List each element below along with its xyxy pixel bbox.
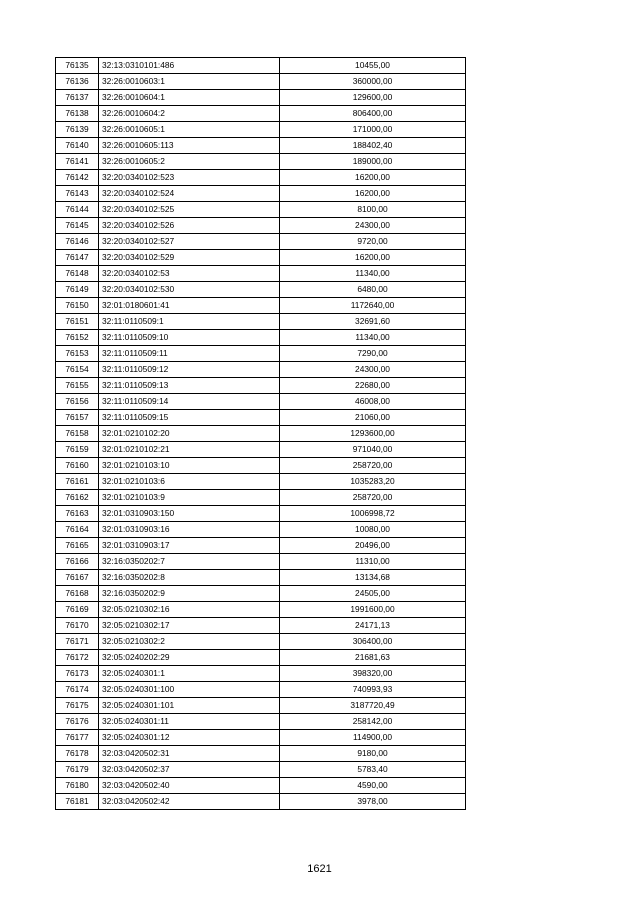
table-row [56,474,466,490]
cadastral-number-cell: 32:01:0210102:20 [99,426,280,442]
value-cell: 32691,60 [280,314,466,330]
row-number-cell: 76162 [56,490,99,506]
value-cell: 5783,40 [280,762,466,778]
cadastral-number-cell: 32:26:0010605:2 [99,154,280,170]
table-row [56,554,466,570]
value-cell: 360000,00 [280,74,466,90]
row-number-cell: 76167 [56,570,99,586]
value-cell: 3978,00 [280,794,466,810]
table-row [56,634,466,650]
row-number-cell: 76144 [56,202,99,218]
row-number-cell: 76170 [56,618,99,634]
table-row [56,394,466,410]
value-cell: 188402,40 [280,138,466,154]
table-row [56,506,466,522]
value-cell: 114900,00 [280,730,466,746]
table-row [56,202,466,218]
row-number-cell: 76173 [56,666,99,682]
table-row [56,794,466,810]
cadastral-number-cell: 32:01:0180601:41 [99,298,280,314]
table-row [56,314,466,330]
cadastral-number-cell: 32:13:0310101:486 [99,58,280,74]
row-number-cell: 76166 [56,554,99,570]
value-cell: 971040,00 [280,442,466,458]
table-row [56,698,466,714]
value-cell: 398320,00 [280,666,466,682]
value-cell: 8100,00 [280,202,466,218]
row-number-cell: 76160 [56,458,99,474]
row-number-cell: 76146 [56,234,99,250]
table-row [56,522,466,538]
table-row [56,234,466,250]
row-number-cell: 76151 [56,314,99,330]
cadastral-number-cell: 32:11:0110509:14 [99,394,280,410]
table-row [56,730,466,746]
table-row [56,106,466,122]
cadastral-number-cell: 32:20:0340102:526 [99,218,280,234]
value-cell: 189000,00 [280,154,466,170]
value-cell: 306400,00 [280,634,466,650]
value-cell: 258142,00 [280,714,466,730]
value-cell: 16200,00 [280,186,466,202]
cadastral-number-cell: 32:26:0010605:113 [99,138,280,154]
cadastral-number-cell: 32:20:0340102:530 [99,282,280,298]
table-row [56,298,466,314]
value-cell: 1035283,20 [280,474,466,490]
table-row [56,90,466,106]
row-number-cell: 76137 [56,90,99,106]
table-row [56,586,466,602]
row-number-cell: 76155 [56,378,99,394]
row-number-cell: 76169 [56,602,99,618]
row-number-cell: 76176 [56,714,99,730]
cadastral-number-cell: 32:05:0210302:16 [99,602,280,618]
cadastral-number-cell: 32:11:0110509:11 [99,346,280,362]
value-cell: 22680,00 [280,378,466,394]
table-row [56,266,466,282]
cadastral-number-cell: 32:26:0010605:1 [99,122,280,138]
table-row [56,250,466,266]
cadastral-number-cell: 32:11:0110509:12 [99,362,280,378]
value-cell: 7290,00 [280,346,466,362]
table-row [56,346,466,362]
cadastral-number-cell: 32:11:0110509:13 [99,378,280,394]
value-cell: 13134,68 [280,570,466,586]
table-row [56,426,466,442]
table-row [56,410,466,426]
value-cell: 11340,00 [280,330,466,346]
row-number-cell: 76164 [56,522,99,538]
cadastral-number-cell: 32:05:0240301:1 [99,666,280,682]
cadastral-number-cell: 32:05:0240301:100 [99,682,280,698]
cadastral-number-cell: 32:26:0010604:2 [99,106,280,122]
table-row [56,218,466,234]
value-cell: 16200,00 [280,170,466,186]
row-number-cell: 76143 [56,186,99,202]
row-number-cell: 76147 [56,250,99,266]
row-number-cell: 76141 [56,154,99,170]
table-row [56,282,466,298]
cadastral-number-cell: 32:01:0310903:150 [99,506,280,522]
value-cell: 46008,00 [280,394,466,410]
table-row [56,362,466,378]
value-cell: 16200,00 [280,250,466,266]
cadastral-number-cell: 32:20:0340102:529 [99,250,280,266]
table-row [56,682,466,698]
value-cell: 24300,00 [280,362,466,378]
table-row [56,186,466,202]
row-number-cell: 76152 [56,330,99,346]
cadastral-number-cell: 32:03:0420502:31 [99,746,280,762]
value-cell: 4590,00 [280,778,466,794]
cadastral-number-cell: 32:20:0340102:527 [99,234,280,250]
table-row [56,746,466,762]
value-cell: 1293600,00 [280,426,466,442]
cadastral-number-cell: 32:03:0420502:40 [99,778,280,794]
page-number: 1621 [307,863,332,875]
cadastral-number-cell: 32:26:0010603:1 [99,74,280,90]
value-cell: 9180,00 [280,746,466,762]
row-number-cell: 76179 [56,762,99,778]
value-cell: 24171,13 [280,618,466,634]
data-table [55,57,466,810]
row-number-cell: 76168 [56,586,99,602]
table-row [56,490,466,506]
row-number-cell: 76175 [56,698,99,714]
value-cell: 740993,93 [280,682,466,698]
cadastral-number-cell: 32:05:0240301:101 [99,698,280,714]
row-number-cell: 76148 [56,266,99,282]
row-number-cell: 76158 [56,426,99,442]
row-number-cell: 76177 [56,730,99,746]
value-cell: 129600,00 [280,90,466,106]
row-number-cell: 76172 [56,650,99,666]
table-row [56,762,466,778]
value-cell: 1991600,00 [280,602,466,618]
cadastral-number-cell: 32:20:0340102:523 [99,170,280,186]
row-number-cell: 76156 [56,394,99,410]
cadastral-number-cell: 32:01:0210102:21 [99,442,280,458]
table-row [56,458,466,474]
row-number-cell: 76174 [56,682,99,698]
row-number-cell: 76140 [56,138,99,154]
row-number-cell: 76181 [56,794,99,810]
table-row [56,618,466,634]
cadastral-number-cell: 32:01:0310903:16 [99,522,280,538]
table-row [56,602,466,618]
row-number-cell: 76142 [56,170,99,186]
row-number-cell: 76145 [56,218,99,234]
value-cell: 3187720,49 [280,698,466,714]
table-row [56,650,466,666]
cadastral-number-cell: 32:11:0110509:1 [99,314,280,330]
value-cell: 11310,00 [280,554,466,570]
value-cell: 24300,00 [280,218,466,234]
cadastral-number-cell: 32:01:0310903:17 [99,538,280,554]
cadastral-number-cell: 32:05:0240301:11 [99,714,280,730]
row-number-cell: 76139 [56,122,99,138]
cadastral-number-cell: 32:03:0420502:37 [99,762,280,778]
cadastral-number-cell: 32:16:0350202:9 [99,586,280,602]
value-cell: 1172640,00 [280,298,466,314]
table-row [56,138,466,154]
value-cell: 1006998,72 [280,506,466,522]
table-row [56,74,466,90]
cadastral-number-cell: 32:01:0210103:10 [99,458,280,474]
row-number-cell: 76161 [56,474,99,490]
cadastral-number-cell: 32:20:0340102:524 [99,186,280,202]
cadastral-number-cell: 32:01:0210103:9 [99,490,280,506]
value-cell: 171000,00 [280,122,466,138]
cadastral-number-cell: 32:11:0110509:15 [99,410,280,426]
row-number-cell: 76136 [56,74,99,90]
value-cell: 258720,00 [280,490,466,506]
row-number-cell: 76159 [56,442,99,458]
table-row [56,714,466,730]
row-number-cell: 76171 [56,634,99,650]
table-row [56,666,466,682]
cadastral-number-cell: 32:16:0350202:8 [99,570,280,586]
value-cell: 21681,63 [280,650,466,666]
table-row [56,778,466,794]
cadastral-number-cell: 32:05:0240202:29 [99,650,280,666]
cadastral-number-cell: 32:03:0420502:42 [99,794,280,810]
row-number-cell: 76135 [56,58,99,74]
table-row [56,170,466,186]
table-row [56,122,466,138]
cadastral-number-cell: 32:20:0340102:525 [99,202,280,218]
row-number-cell: 76157 [56,410,99,426]
row-number-cell: 76165 [56,538,99,554]
table-row [56,442,466,458]
row-number-cell: 76150 [56,298,99,314]
value-cell: 6480,00 [280,282,466,298]
cadastral-number-cell: 32:26:0010604:1 [99,90,280,106]
value-cell: 806400,00 [280,106,466,122]
value-cell: 24505,00 [280,586,466,602]
value-cell: 10080,00 [280,522,466,538]
cadastral-number-cell: 32:05:0240301:12 [99,730,280,746]
cadastral-number-cell: 32:11:0110509:10 [99,330,280,346]
cadastral-number-cell: 32:05:0210302:2 [99,634,280,650]
value-cell: 9720,00 [280,234,466,250]
cadastral-number-cell: 32:01:0210103:6 [99,474,280,490]
row-number-cell: 76163 [56,506,99,522]
row-number-cell: 76154 [56,362,99,378]
row-number-cell: 76138 [56,106,99,122]
cadastral-number-cell: 32:05:0210302:17 [99,618,280,634]
table-body [56,58,466,810]
value-cell: 10455,00 [280,58,466,74]
table-row [56,570,466,586]
cadastral-number-cell: 32:16:0350202:7 [99,554,280,570]
table-row [56,538,466,554]
value-cell: 20496,00 [280,538,466,554]
table-row [56,58,466,74]
row-number-cell: 76149 [56,282,99,298]
table-row [56,154,466,170]
row-number-cell: 76180 [56,778,99,794]
value-cell: 21060,00 [280,410,466,426]
row-number-cell: 76178 [56,746,99,762]
value-cell: 258720,00 [280,458,466,474]
cadastral-number-cell: 32:20:0340102:53 [99,266,280,282]
value-cell: 11340,00 [280,266,466,282]
row-number-cell: 76153 [56,346,99,362]
table-row [56,330,466,346]
table-row [56,378,466,394]
